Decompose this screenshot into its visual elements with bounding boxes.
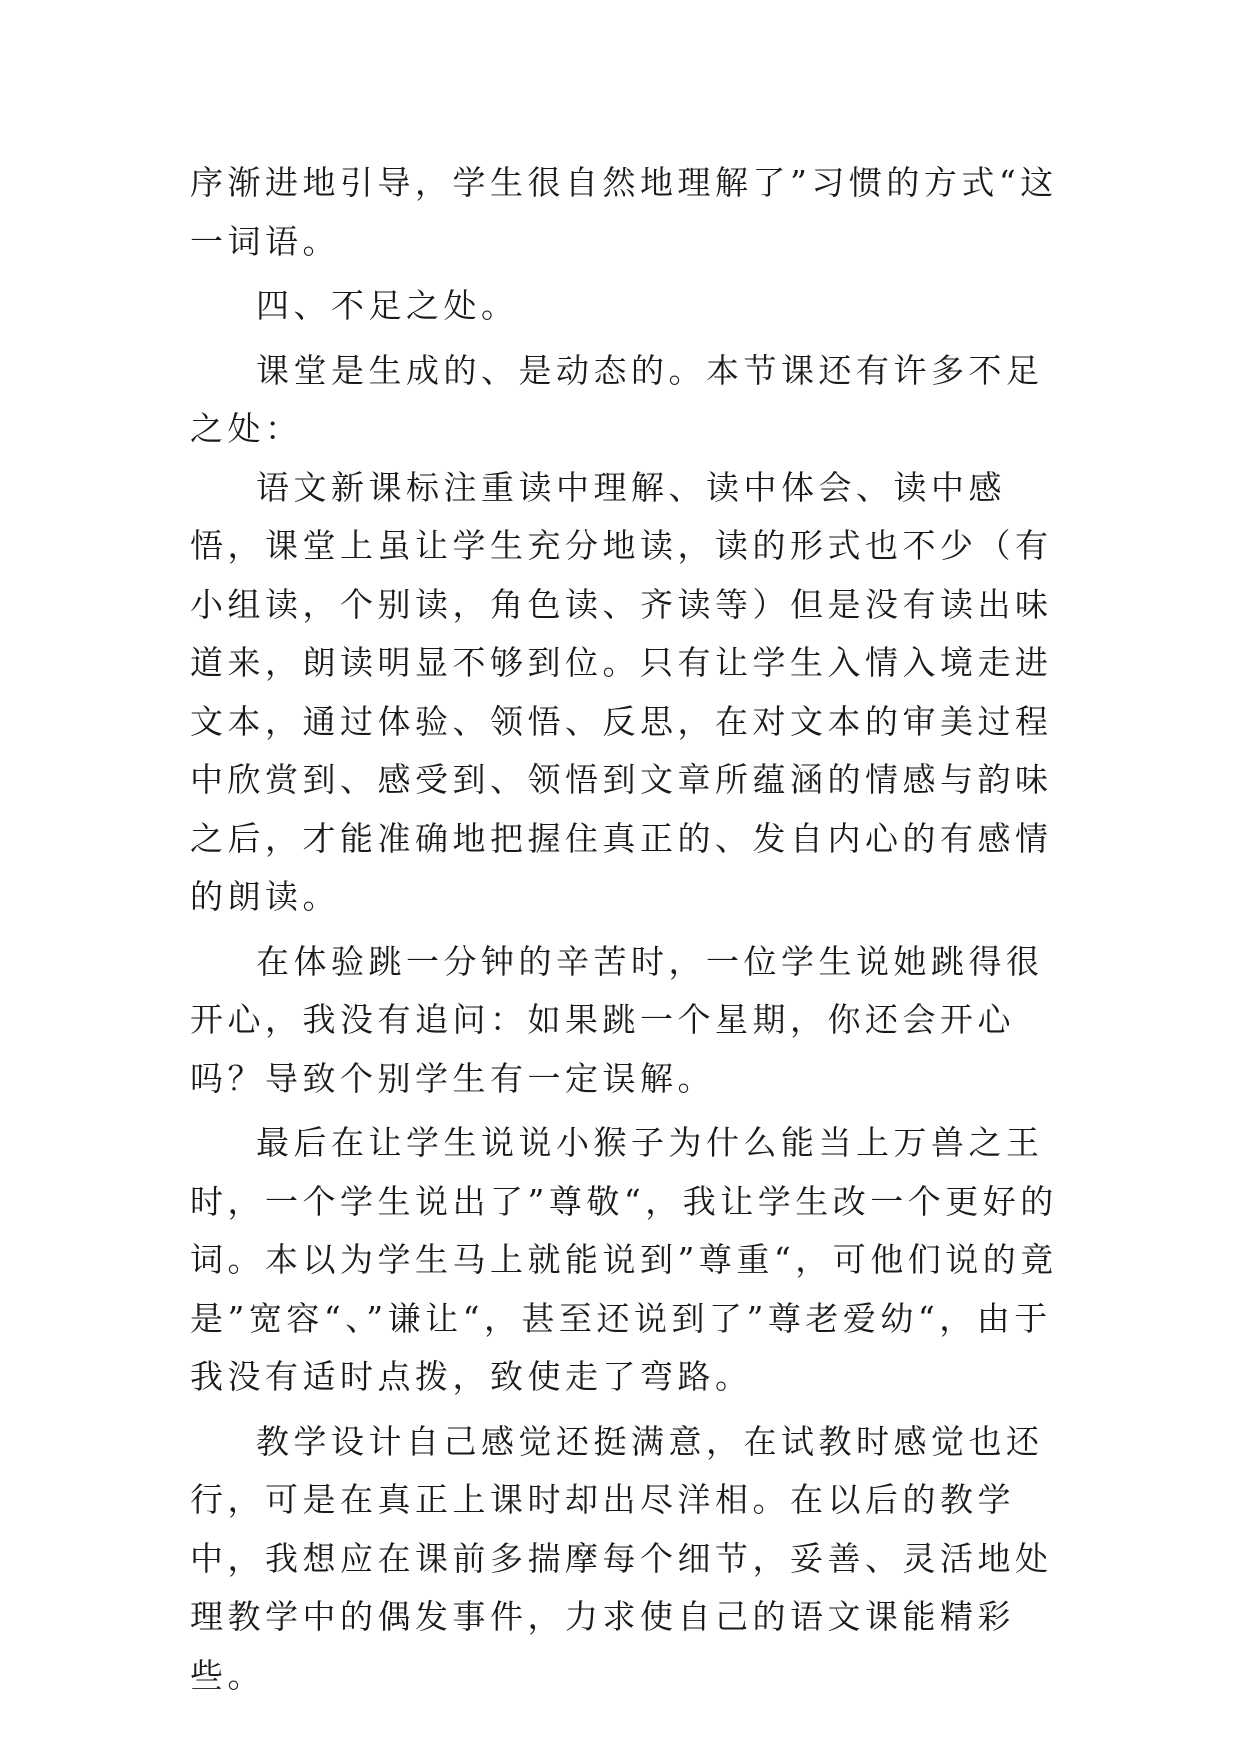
section-heading: 四、不足之处。 [256, 286, 519, 325]
paragraph: 教学设计自己感觉还挺满意，在试教时感觉也还行，可是在真正上课时却出尽洋相。在以后的教学中，我想应在课前多揣摩每个细节，妥善、灵活地处理教学中的偶发事件，力求使自己的语文课能精彩些。 [190, 1421, 1053, 1695]
paragraph: 课堂是生成的、是动态的。本节课还有许多不足之处： [190, 350, 1044, 448]
document-body [190, 154, 1070, 1705]
paragraph: 最后在让学生说说小猴子为什么能当上万兽之王时，一个学生说出了”尊敬“，我让学生改一个更好的词。本以为学生马上就能说到”尊重“，可他们说的竟是”宽容“、”谦让“，甚至还说到了”尊老爱幼“，由于我没有适时点拨，致使走了弯路。 [190, 1123, 1058, 1396]
paragraph-continuation: 序渐进地引导，学生很自然地理解了”习惯的方式“这一词语。 [190, 163, 1058, 261]
paragraph: 在体验跳一分钟的辛苦时，一位学生说她跳得很开心，我没有追问：如果跳一个星期，你还会开心吗？导致个别学生有一定误解。 [190, 941, 1044, 1098]
paragraph: 语文新课标注重读中理解、读中体会、读中感悟，课堂上虽让学生充分地读，读的形式也不少（有小组读，个别读，角色读、齐读等）但是没有读出味道来，朗读明显不够到位。只有让学生入情入境走进文本，通过体验、领悟、反思，在对文本的审美过程中欣赏到、感受到、领悟到文章所蕴涵的情感与韵味之后，才能准确地把握住真正的、发自内心的有感情的朗读。 [190, 467, 1053, 916]
